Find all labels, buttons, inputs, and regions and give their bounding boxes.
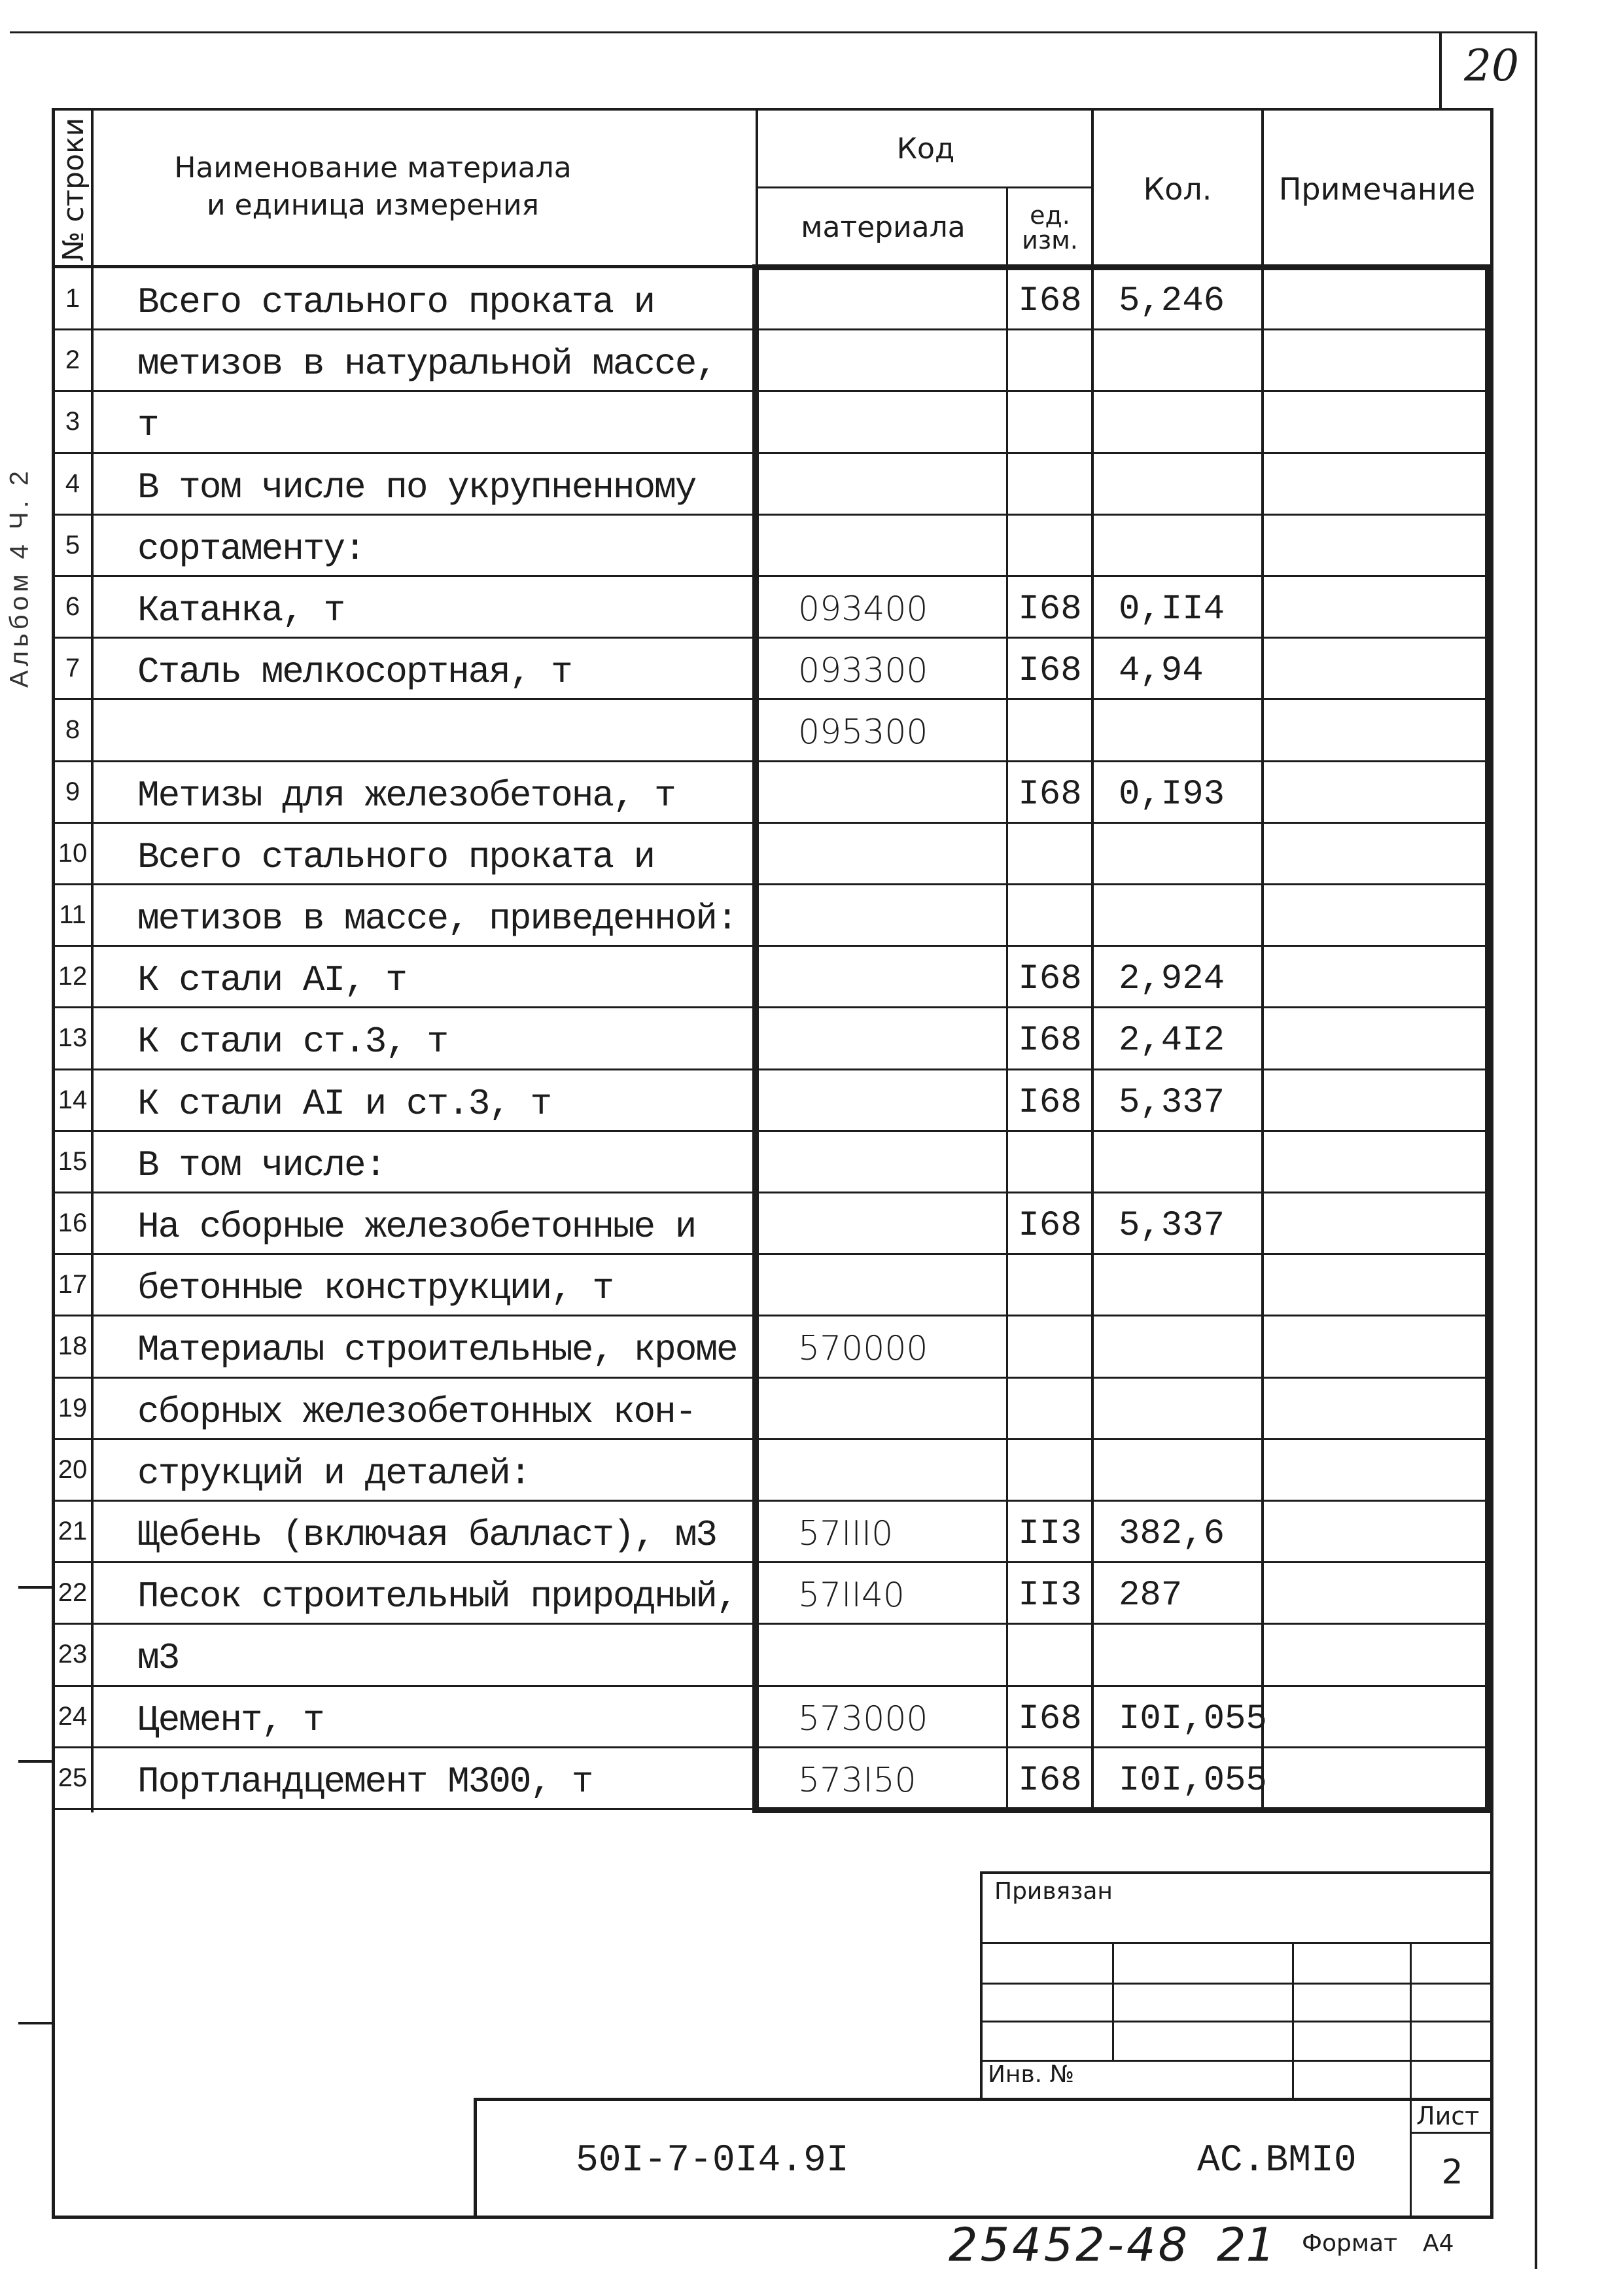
row-name: К стали АI, т bbox=[137, 959, 406, 1001]
header-code-material: материала bbox=[801, 210, 966, 244]
row-unit: I68 bbox=[1018, 590, 1082, 629]
row-unit: I68 bbox=[1018, 651, 1082, 691]
row-name: Всего стального проката и bbox=[137, 836, 655, 878]
row-unit: II3 bbox=[1018, 1514, 1082, 1554]
sheet-box-divider bbox=[1410, 2132, 1493, 2134]
row-separator bbox=[54, 1746, 1493, 1748]
bottom-rule bbox=[52, 2216, 1493, 2219]
sheet-label: Лист bbox=[1416, 2102, 1480, 2130]
col-divider-name bbox=[756, 108, 758, 265]
row-name: метизов в массе, приведенной: bbox=[137, 898, 737, 940]
row-separator bbox=[54, 575, 1493, 577]
row-separator bbox=[54, 514, 1493, 516]
row-number: 12 bbox=[58, 962, 88, 991]
format-value: А4 bbox=[1423, 2230, 1454, 2257]
sheet-box-left bbox=[1410, 2100, 1412, 2218]
row-name: На сборные железобетонные и bbox=[137, 1206, 696, 1248]
row-qty: 5,337 bbox=[1119, 1083, 1225, 1123]
right-frame-outer bbox=[1535, 31, 1537, 2269]
handwritten-page: 21 bbox=[1217, 2218, 1276, 2272]
row-number: 23 bbox=[58, 1640, 88, 1669]
row-number: 15 bbox=[58, 1147, 88, 1176]
row-separator bbox=[54, 1561, 1493, 1563]
row-unit: I68 bbox=[1018, 775, 1082, 815]
row-qty: I0I,055 bbox=[1119, 1699, 1267, 1739]
binding-mark bbox=[18, 2022, 54, 2024]
row-number: 22 bbox=[58, 1578, 88, 1607]
thick-block-top bbox=[752, 264, 1493, 270]
row-number: 17 bbox=[58, 1270, 88, 1299]
row-code: 573I50 bbox=[798, 1761, 916, 1800]
stamp-bound-top bbox=[981, 1871, 1493, 1874]
stamp-col bbox=[1112, 1942, 1114, 2060]
row-name: Метизы для железобетона, т bbox=[137, 775, 675, 817]
row-number: 13 bbox=[58, 1023, 88, 1052]
row-code: 095300 bbox=[798, 713, 928, 752]
row-qty: 287 bbox=[1119, 1576, 1183, 1616]
row-number: 1 bbox=[65, 284, 80, 313]
sheet-number: 2 bbox=[1441, 2153, 1463, 2192]
row-number: 10 bbox=[58, 839, 88, 868]
row-name: Щебень (включая балласт), м3 bbox=[137, 1514, 716, 1556]
header-note: Примечание bbox=[1278, 171, 1476, 207]
row-number: 9 bbox=[65, 777, 80, 806]
row-number: 2 bbox=[65, 345, 80, 374]
format-label: Формат bbox=[1302, 2230, 1398, 2257]
table-top-rule bbox=[54, 108, 1493, 111]
binding-mark bbox=[18, 1586, 54, 1589]
stamp-col bbox=[1410, 1942, 1412, 2100]
row-separator bbox=[54, 390, 1493, 392]
row-name: м3 bbox=[137, 1637, 179, 1679]
row-number: 8 bbox=[65, 715, 80, 744]
row-name: Сталь мелкосортная, т bbox=[137, 651, 572, 693]
row-name: В том числе: bbox=[137, 1144, 386, 1186]
row-separator bbox=[54, 1500, 1493, 1502]
corner-box-left bbox=[1439, 31, 1442, 109]
header-name: Наименование материала и единица измерения bbox=[174, 150, 572, 222]
row-number: 24 bbox=[58, 1702, 88, 1731]
margin-note: Альбом 4 Ч. 2 bbox=[5, 467, 34, 688]
row-qty: 0,I93 bbox=[1119, 775, 1225, 815]
row-qty: I0I,055 bbox=[1119, 1761, 1267, 1801]
row-name: сортаменту: bbox=[137, 528, 365, 570]
row-code: 57II40 bbox=[798, 1576, 905, 1615]
col-divider-code-unit bbox=[1006, 186, 1008, 1812]
col-divider-rowno bbox=[91, 108, 94, 1812]
header-code-unit: ед. изм. bbox=[1022, 200, 1078, 255]
row-separator bbox=[54, 1192, 1493, 1193]
row-code: 573000 bbox=[798, 1699, 928, 1739]
row-number: 21 bbox=[58, 1517, 88, 1545]
row-separator bbox=[54, 1685, 1493, 1687]
row-qty: 4,94 bbox=[1119, 651, 1204, 691]
row-qty: 5,337 bbox=[1119, 1206, 1225, 1246]
row-separator bbox=[54, 1808, 1493, 1810]
stamp-line bbox=[981, 1983, 1493, 1985]
row-unit: I68 bbox=[1018, 1083, 1082, 1123]
row-qty: 2,924 bbox=[1119, 959, 1225, 999]
header-qty: Кол. bbox=[1143, 171, 1212, 207]
row-number: 11 bbox=[59, 900, 86, 929]
sheet-corner-number: 20 bbox=[1464, 41, 1519, 91]
row-unit: I68 bbox=[1018, 281, 1082, 321]
row-separator bbox=[54, 1130, 1493, 1132]
stamp-bound-left bbox=[980, 1871, 983, 2100]
header-row-no: № строки bbox=[57, 118, 91, 262]
row-separator bbox=[54, 1006, 1493, 1008]
row-qty: 382,6 bbox=[1119, 1514, 1225, 1554]
row-code: 570000 bbox=[798, 1329, 928, 1368]
stamp-col bbox=[1292, 1942, 1294, 2100]
row-unit: II3 bbox=[1018, 1576, 1082, 1616]
thick-block-left bbox=[752, 264, 759, 1812]
row-number: 16 bbox=[58, 1209, 88, 1237]
row-qty: 2,4I2 bbox=[1119, 1021, 1225, 1061]
row-separator bbox=[54, 1069, 1493, 1070]
row-number: 14 bbox=[58, 1086, 88, 1114]
doc-code: 50I-7-0I4.9I bbox=[576, 2140, 849, 2182]
row-unit: I68 bbox=[1018, 1206, 1082, 1246]
row-code: 57III0 bbox=[798, 1514, 894, 1553]
stamp-line bbox=[981, 2021, 1493, 2022]
title-block-top bbox=[475, 2098, 1493, 2101]
row-code: 093300 bbox=[798, 651, 928, 690]
row-separator bbox=[54, 1315, 1493, 1316]
row-separator bbox=[54, 328, 1493, 330]
header-code-divider bbox=[758, 186, 1092, 188]
row-name: струкций и деталей: bbox=[137, 1453, 531, 1494]
row-name: бетонные конструкции, т bbox=[137, 1267, 613, 1309]
row-number: 5 bbox=[65, 531, 80, 559]
row-name: Катанка, т bbox=[137, 590, 345, 631]
row-separator bbox=[54, 1438, 1493, 1440]
stamp-line bbox=[981, 1942, 1493, 1944]
row-separator bbox=[54, 452, 1493, 454]
row-number: 25 bbox=[58, 1763, 88, 1792]
bound-label: Привязан bbox=[994, 1878, 1113, 1905]
row-unit: I68 bbox=[1018, 959, 1082, 999]
row-separator bbox=[54, 1623, 1493, 1625]
row-qty: 5,246 bbox=[1119, 281, 1225, 321]
row-separator bbox=[54, 760, 1493, 762]
row-number: 20 bbox=[58, 1455, 88, 1484]
row-separator bbox=[54, 883, 1493, 885]
inv-label: Инв. № bbox=[988, 2061, 1075, 2088]
row-separator bbox=[54, 945, 1493, 947]
row-name: В том числе по укрупненному bbox=[137, 467, 696, 508]
binding-mark bbox=[18, 1760, 54, 1763]
doc-mark: АС.ВМI0 bbox=[1197, 2140, 1357, 2182]
row-qty: 0,II4 bbox=[1119, 590, 1225, 629]
row-separator bbox=[54, 637, 1493, 639]
row-separator bbox=[54, 822, 1493, 824]
handwritten-number: 25452-48 bbox=[949, 2218, 1191, 2272]
row-name: т bbox=[137, 404, 158, 446]
row-name: сборных железобетонных кон- bbox=[137, 1391, 696, 1433]
row-separator bbox=[54, 698, 1493, 700]
row-name: Цемент, т bbox=[137, 1699, 324, 1741]
row-unit: I68 bbox=[1018, 1699, 1082, 1739]
row-separator bbox=[54, 1253, 1493, 1255]
row-number: 7 bbox=[65, 654, 80, 682]
header-code: Код bbox=[896, 132, 955, 166]
row-name: метизов в натуральной массе, bbox=[137, 343, 716, 385]
row-name: К стали ст.3, т bbox=[137, 1021, 448, 1063]
row-name: Всего стального проката и bbox=[137, 281, 655, 323]
top-rule bbox=[10, 31, 1537, 33]
row-number: 4 bbox=[65, 469, 80, 498]
row-name: Портландцемент М300, т bbox=[137, 1761, 593, 1803]
row-name: Песок строительный природный, bbox=[137, 1576, 737, 1617]
row-separator bbox=[54, 1377, 1493, 1379]
row-number: 18 bbox=[58, 1332, 88, 1360]
row-number: 3 bbox=[65, 407, 80, 436]
row-unit: I68 bbox=[1018, 1761, 1082, 1801]
row-unit: I68 bbox=[1018, 1021, 1082, 1061]
row-name: К стали АI и ст.3, т bbox=[137, 1083, 551, 1125]
thick-block-right bbox=[1485, 264, 1492, 1812]
row-number: 6 bbox=[65, 592, 80, 621]
row-code: 093400 bbox=[798, 590, 928, 629]
row-number: 19 bbox=[58, 1394, 88, 1422]
row-name: Материалы строительные, кроме bbox=[137, 1329, 737, 1371]
title-block-left bbox=[474, 2098, 477, 2219]
